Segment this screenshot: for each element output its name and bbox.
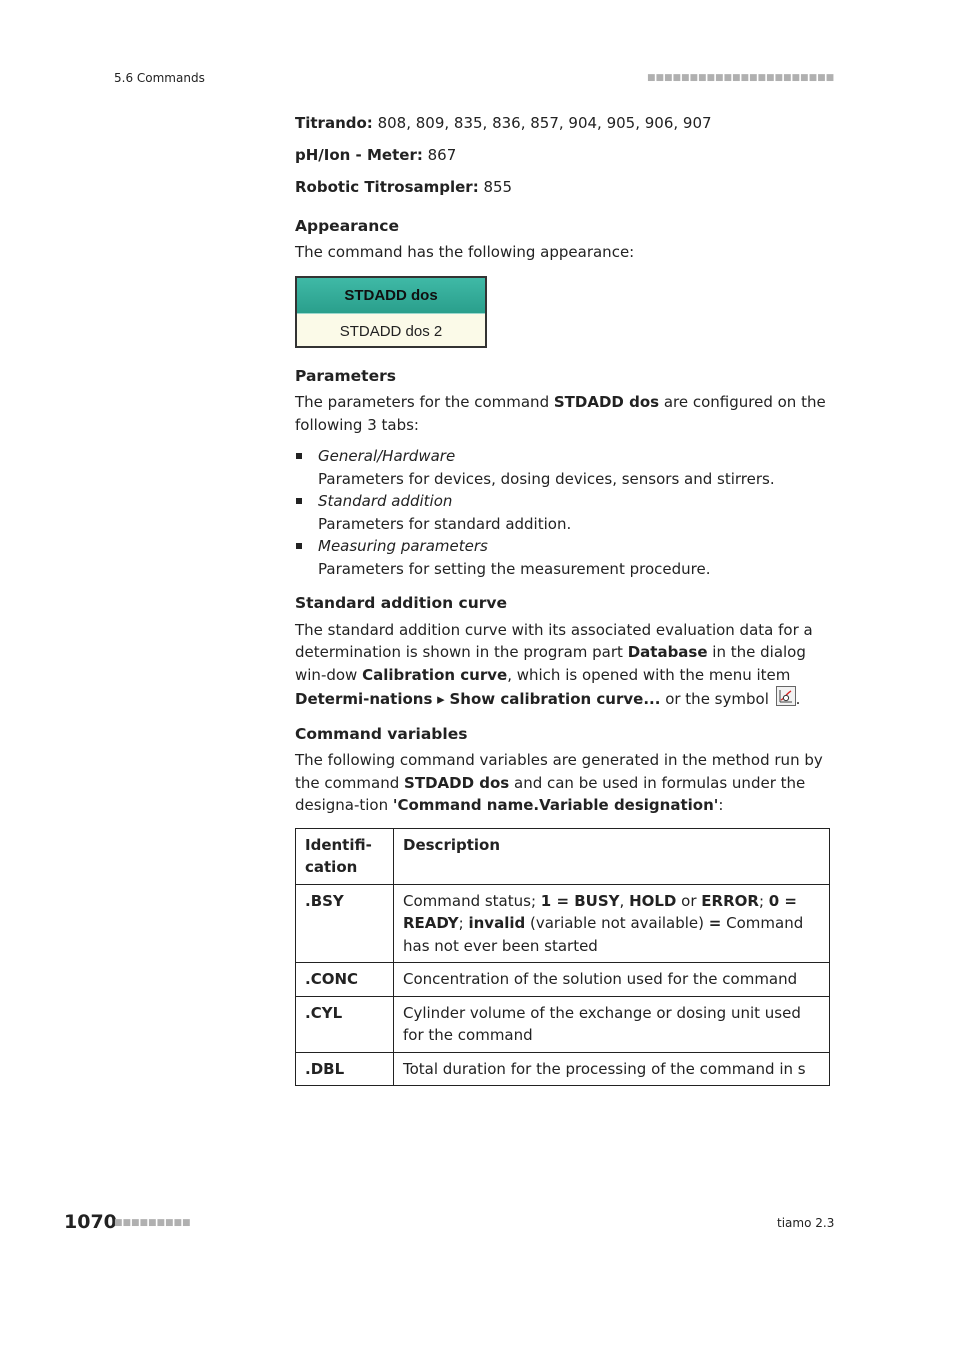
table-row: .BSY Command status; 1 = BUSY, HOLD or ERROR; 0 = READY; invalid (variable not available) = Command has not ever been started: [296, 884, 830, 963]
command-appearance-box: [295, 276, 487, 348]
table-header-row: [296, 828, 830, 884]
bullet-icon: [296, 543, 302, 549]
running-header-section: 5.6 Commands: [114, 71, 205, 85]
parameter-tabs-list: [295, 445, 830, 580]
table-row: .CYL Cylinder volume of the exchange or dosing unit used for the command: [296, 996, 830, 1052]
device-line-ph-ion-meter: pH/Ion - Meter: 867: [295, 146, 457, 164]
appearance-text: The command has the following appearance:: [295, 243, 635, 261]
header-decoration-dots: ■■■■■■■■■■■■■■■■■■■■■■: [647, 73, 835, 83]
bullet-icon: [296, 498, 302, 504]
table-row: .DBL Total duration for the processing of the command in s: [296, 1052, 830, 1086]
standard-addition-curve-heading: Standard addition curve: [295, 594, 508, 612]
command-box-name: STDADD dos 2: [339, 322, 443, 340]
footer-decoration-dots: ■■■■■■■■■: [114, 1218, 191, 1228]
page-number: 1070: [64, 1211, 117, 1233]
device-line-titrando: Titrando: 808, 809, 835, 836, 857, 904, 905, 906, 907: [295, 114, 712, 132]
command-variables-text: The following command variables are generated in the method run by the command STDADD dos and can be used in formulas under the designa-tion 'Command name.Variable designation':: [295, 751, 823, 814]
appearance-heading: Appearance: [295, 216, 399, 235]
parameters-intro: The parameters for the command STDADD dos are configured on the following 3 tabs:: [295, 393, 826, 434]
calibration-curve-icon[interactable]: [776, 686, 796, 706]
table-row: .CONC Concentration of the solution used for the command: [296, 963, 830, 997]
bullet-icon: [296, 453, 302, 459]
list-item: Standard addition Parameters for standard addition.: [295, 490, 830, 535]
device-line-robotic-titrosampler: Robotic Titrosampler: 855: [295, 178, 513, 196]
list-item: Measuring parameters Parameters for setting the measurement procedure.: [295, 535, 830, 580]
parameters-heading: Parameters: [295, 366, 396, 385]
product-version: tiamo 2.3: [777, 1216, 835, 1230]
command-box-title: STDADD dos: [297, 278, 485, 314]
command-variables-table: [295, 828, 830, 1087]
page-content: [295, 112, 830, 1086]
column-header-identification: Identifi-cation: [296, 828, 394, 884]
standard-addition-curve-text: The standard addition curve with its associated evaluation data for a determination is shown in the program part Database in the dialog win-dow Calibration curve, which is opened with the menu item Determi-nations ▸ Show calibration curve... or the symbol .: [295, 620, 813, 708]
column-header-description: Description: [394, 828, 830, 884]
list-item: General/Hardware Parameters for devices, dosing devices, sensors and stirrers.: [295, 445, 830, 490]
command-variables-heading: Command variables: [295, 724, 468, 743]
